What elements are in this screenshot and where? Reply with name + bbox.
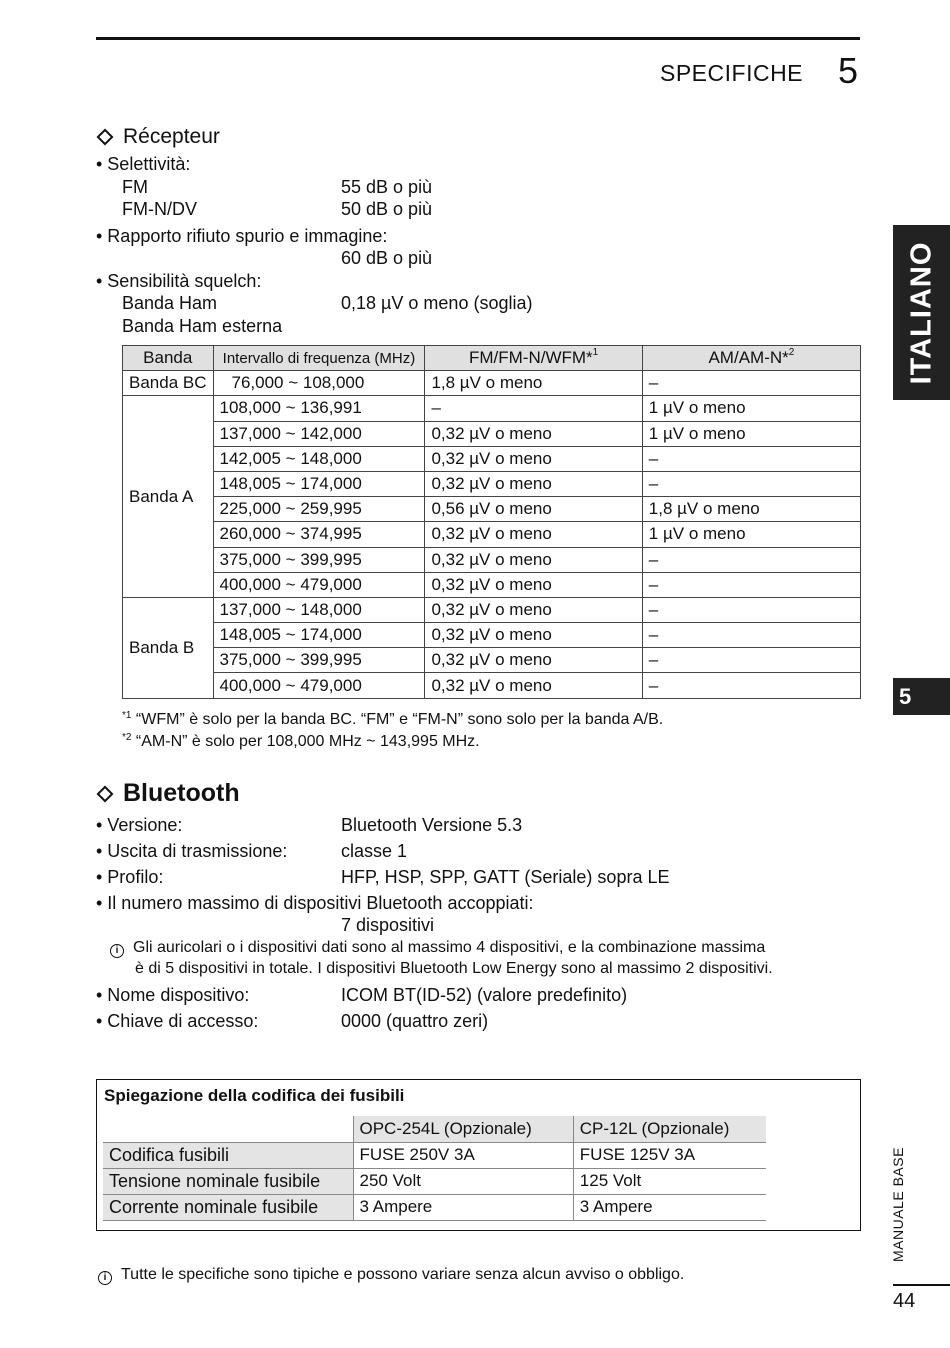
am-cell: – xyxy=(642,648,860,673)
table-row xyxy=(103,1194,766,1220)
footnote-1: $^{*1}$ “WFM” è solo per la banda BC. “FM” e “FM-N” sono solo per la banda A/B. xyxy=(122,710,664,728)
table-row xyxy=(123,396,861,421)
chapter-tab: 5 xyxy=(893,678,950,715)
fuse-empty-cell xyxy=(103,1116,353,1142)
fuse-cell: FUSE 250V 3A xyxy=(353,1142,573,1168)
freq-cell: 375,000 ~ 399,995 xyxy=(213,547,425,572)
receiver-heading xyxy=(96,125,220,149)
table-row xyxy=(123,673,861,698)
am-cell: 1 µV o meno xyxy=(642,396,860,421)
fm-cell: 0,32 µV o meno xyxy=(425,446,642,471)
am-cell: – xyxy=(642,371,860,396)
max-devices-label: • Il numero massimo di dispositivi Bluetooth accoppiati: xyxy=(96,893,534,913)
header-cell: FM/FM-N/WFM*$^1$ xyxy=(425,346,642,371)
fuse-cell: 3 Ampere xyxy=(573,1194,766,1220)
table-row xyxy=(123,421,861,446)
spurious-label: • Rapporto rifiuto spurio e immagine: xyxy=(96,226,388,246)
language-tab xyxy=(893,225,950,400)
fuse-title: Spiegazione della codifica dei fusibili xyxy=(104,1086,405,1105)
band-cell: Banda B xyxy=(123,597,214,698)
fm-cell: – xyxy=(425,396,642,421)
fuse-row-label: Corrente nominale fusibile xyxy=(103,1194,353,1220)
info-icon: i xyxy=(98,1271,112,1285)
freq-cell: 137,000 ~ 148,000 xyxy=(213,597,425,622)
footer-note: i Tutte le specifiche sono tipiche e possono variare senza alcun avviso o obbligo. xyxy=(98,1266,684,1285)
info-icon: i xyxy=(110,944,124,958)
selectivity-label: • Selettività: xyxy=(96,154,191,174)
am-cell: 1 µV o meno xyxy=(642,421,860,446)
table-row xyxy=(103,1142,766,1168)
freq-cell: 76,000 ~ 108,000 xyxy=(213,371,425,396)
am-cell: – xyxy=(642,471,860,496)
max-devices-value: 7 dispositivi xyxy=(341,915,435,935)
header-cell: Banda xyxy=(123,346,214,371)
am-cell: 1,8 µV o meno xyxy=(642,497,860,522)
fuse-cell: FUSE 125V 3A xyxy=(573,1142,766,1168)
fm-cell: 0,32 µV o meno xyxy=(425,522,642,547)
footnote-mark: *2 xyxy=(122,732,132,743)
freq-cell: 108,000 ~ 136,991 xyxy=(213,396,425,421)
ham-label: Banda Ham xyxy=(122,293,218,313)
passkey-value: 0000 (quattro zeri) xyxy=(341,1011,489,1031)
fmn-value: 50 dB o più xyxy=(341,199,433,219)
fuse-table xyxy=(103,1116,766,1221)
freq-cell: 225,000 ~ 259,995 xyxy=(213,497,425,522)
output-value: classe 1 xyxy=(341,841,408,861)
language-tab-label: ITALIANO xyxy=(905,241,937,384)
fm-value: 55 dB o più xyxy=(341,177,433,197)
receiver-title: Récepteur xyxy=(123,125,220,148)
table-row xyxy=(123,371,861,396)
fuse-coding-box xyxy=(96,1079,861,1231)
table-row xyxy=(123,648,861,673)
freq-cell: 400,000 ~ 479,000 xyxy=(213,572,425,597)
diamond-icon xyxy=(97,129,114,146)
sensitivity-table xyxy=(122,345,861,699)
freq-cell: 400,000 ~ 479,000 xyxy=(213,673,425,698)
diamond-icon xyxy=(97,785,114,802)
fm-cell: 0,32 µV o meno xyxy=(425,572,642,597)
fm-cell: 0,32 µV o meno xyxy=(425,471,642,496)
table-row xyxy=(123,547,861,572)
table-row xyxy=(123,497,861,522)
bluetooth-heading xyxy=(96,779,240,808)
footer-rule xyxy=(893,1284,950,1286)
header-cell: AM/AM-N*$^2$ xyxy=(642,346,860,371)
section-title: SPECIFICHE xyxy=(660,60,804,86)
manual-label: MANUALE BASE xyxy=(890,1147,906,1262)
fmn-label: FM-N/DV xyxy=(122,199,197,219)
band-cell: Banda A xyxy=(123,396,214,598)
am-cell: – xyxy=(642,623,860,648)
bluetooth-info-note: i Gli auricolari o i dispositivi dati sono al massimo 4 dispositivi, e la combinazione massima xyxy=(110,939,765,958)
profile-value: HFP, HSP, SPP, GATT (Seriale) sopra LE xyxy=(341,867,670,887)
table-row xyxy=(123,597,861,622)
table-row xyxy=(123,446,861,471)
fuse-col-header: OPC-254L (Opzionale) xyxy=(353,1116,573,1142)
section-number: 5 xyxy=(838,50,859,91)
fm-cell: 0,32 µV o meno xyxy=(425,648,642,673)
freq-cell: 375,000 ~ 399,995 xyxy=(213,648,425,673)
am-cell: – xyxy=(642,446,860,471)
fuse-row-label: Codifica fusibili xyxy=(103,1142,353,1168)
bluetooth-title: Bluetooth xyxy=(123,779,240,807)
fm-cell: 0,32 µV o meno xyxy=(425,597,642,622)
freq-cell: 142,005 ~ 148,000 xyxy=(213,446,425,471)
table-row xyxy=(123,572,861,597)
am-cell: – xyxy=(642,673,860,698)
ham-value: 0,18 µV o meno (soglia) xyxy=(341,293,533,313)
fuse-cell: 250 Volt xyxy=(353,1168,573,1194)
table-row xyxy=(123,522,861,547)
profile-label: • Profilo: xyxy=(96,867,164,887)
fm-cell: 0,32 µV o meno xyxy=(425,673,642,698)
table-row xyxy=(123,623,861,648)
table-row xyxy=(103,1168,766,1194)
device-name-value: ICOM BT(ID-52) (valore predefinito) xyxy=(341,985,628,1005)
fm-cell: 0,56 µV o meno xyxy=(425,497,642,522)
am-cell: – xyxy=(642,572,860,597)
version-value: Bluetooth Versione 5.3 xyxy=(341,815,523,835)
version-label: • Versione: xyxy=(96,815,183,835)
bluetooth-info-note-line2: è di 5 dispositivi in totale. I dispositivi Bluetooth Low Energy sono al massimo 2 dispositivi. xyxy=(135,960,773,977)
am-cell: 1 µV o meno xyxy=(642,522,860,547)
squelch-label: • Sensibilità squelch: xyxy=(96,271,262,291)
am-cell: – xyxy=(642,597,860,622)
spurious-value: 60 dB o più xyxy=(341,248,433,268)
device-name-label: • Nome dispositivo: xyxy=(96,985,250,1005)
footnote-mark: *1 xyxy=(122,710,132,721)
band-cell: Banda BC xyxy=(123,371,214,396)
fm-label: FM xyxy=(122,177,148,197)
ext-ham-label: Banda Ham esterna xyxy=(122,316,283,336)
fuse-cell: 125 Volt xyxy=(573,1168,766,1194)
freq-cell: 148,005 ~ 174,000 xyxy=(213,471,425,496)
fuse-row-label: Tensione nominale fusibile xyxy=(103,1168,353,1194)
header-cell: Intervallo di frequenza (MHz) xyxy=(213,346,425,371)
fuse-col-header: CP-12L (Opzionale) xyxy=(573,1116,766,1142)
freq-cell: 148,005 ~ 174,000 xyxy=(213,623,425,648)
fm-cell: 0,32 µV o meno xyxy=(425,421,642,446)
fuse-cell: 3 Ampere xyxy=(353,1194,573,1220)
footnote-2: $^{*2}$ “AM-N” è solo per 108,000 MHz ~ 143,995 MHz. xyxy=(122,732,480,750)
passkey-label: • Chiave di accesso: xyxy=(96,1011,259,1031)
page-number: 44 xyxy=(893,1290,916,1312)
header-rule xyxy=(96,37,860,40)
freq-cell: 137,000 ~ 142,000 xyxy=(213,421,425,446)
output-label: • Uscita di trasmissione: xyxy=(96,841,288,861)
fm-cell: 0,32 µV o meno xyxy=(425,623,642,648)
fuse-header-row xyxy=(103,1116,766,1142)
fm-cell: 1,8 µV o meno xyxy=(425,371,642,396)
fm-cell: 0,32 µV o meno xyxy=(425,547,642,572)
table-row xyxy=(123,471,861,496)
am-cell: – xyxy=(642,547,860,572)
table-header-row xyxy=(123,346,861,371)
freq-cell: 260,000 ~ 374,995 xyxy=(213,522,425,547)
